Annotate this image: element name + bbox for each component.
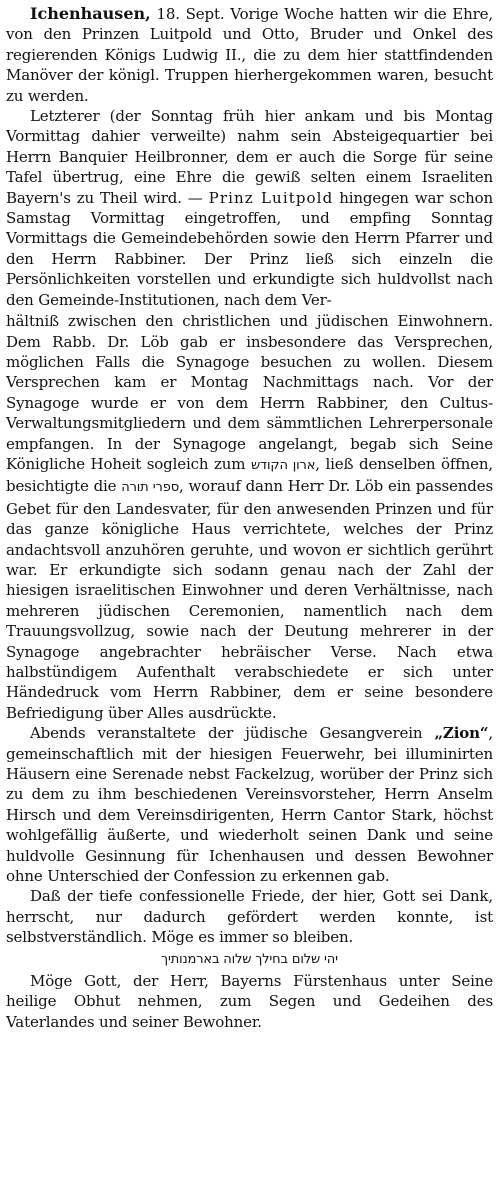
paragraph-princes-visit bbox=[6, 106, 493, 310]
zion-choir-name: „Zion“ bbox=[434, 724, 489, 743]
synagoge-text-part-1: hältniß zwischen den christlichen und jüdischen Einwohnern. Dem Rabb. Dr. Löb gab er insbesondere das Versprechen, möglichen Falls die Synagoge besuchen zu wollen. Diesem Versprechen kam er Montag Nachmittags nach. Vor der Synagoge wurde er von dem Herrn Rabbiner, den Cultus-Verwaltungsmitgliedern und dem sämmtlichen Lehrerpersonale empfangen. In der Synagoge angelangt, begab sich Seine Königliche Hoheit sogleich zum bbox=[6, 312, 493, 473]
dateline-date: 18. Sept. bbox=[150, 5, 225, 23]
peace-text: Daß der tiefe confessionelle Friede, der hier, Gott sei Dank, herrscht, nur dadurch gefördert werden konnte, ist selbstverständlich. Möge es immer so bleiben. bbox=[6, 887, 493, 947]
hebrew-blessing-line: יהי שלום בחילך שלוה בארמנותיך bbox=[161, 951, 338, 967]
paragraph-peace bbox=[6, 886, 493, 947]
paragraph-closing-blessing bbox=[6, 971, 493, 1032]
synagoge-text-part-3: , worauf dann Herr Dr. Löb ein passendes Gebet für den Landesvater, für den anwesenden Prinzen und für das ganze königliche Haus verrichtete, welches der Prinz andachtsvoll anzuhören geruhte, und wovon er sichtlich gerührt war. Er erkundigte sich sodann genau nach der Zahl der hiesigen israelitischen Einwohner und deren Verhältnisse, nach mehreren jüdischen Ceremonien, namentlich nach dem Trauungsvollzug, sowie nach der Deutung mehrerer in der Synagoge angebrachter hebräischer Verse. Nach etwa halbstündigem Aufenthalt verabschiedete er sich unter Händedruck vom Herrn Rabbiner, dem er seine besondere Befriedigung über Alles ausdrückte. bbox=[6, 477, 494, 722]
prince-luitpold-name: Prinz Luitpold bbox=[208, 188, 334, 207]
opening-text: Vorige Woche hatten wir die Ehre, von den Prinzen Luitpold und Otto, Bruder und Onkel des regierenden Königs Ludwig II., die zu dem hier stattfindenden Manöver der königl. Truppen hierhergekommen waren, besucht zu werden. bbox=[6, 5, 493, 105]
synagoge-text-part-2: , ließ denselben öffnen, besichtigte die bbox=[6, 454, 493, 496]
paragraph-serenade bbox=[6, 723, 493, 886]
paragraph-synagoge-visit bbox=[6, 311, 493, 723]
serenade-text-part-2: , gemeinschaftlich mit der hiesigen Feuerwehr, bei illuminirten Häusern eine Serenade nebst Fackelzug, worüber der Prinz sich zu dem zu ihm beschiedenen Vereinsvorsteher, Herrn Anselm Hirsch und dem Vereinsdirigenten, Herrn Cantor Stark, höchst wohlgefällig äußerte, und wiederholt seinen Dank und seine huldvolle Gesinnung für Ichenhausen und dessen Bewohner ohne Unterschied der Confession zu erkennen gab. bbox=[6, 724, 493, 886]
closing-text: Möge Gott, der Herr, Bayerns Fürstenhaus unter Seine heilige Obhut nehmen, zum Segen und Gedeihen des Vaterlandes und seiner Bewohner. bbox=[6, 971, 493, 1031]
paragraph-opening bbox=[6, 4, 493, 106]
dateline-place: Ichenhausen, bbox=[30, 4, 151, 23]
hebrew-sifrei-torah: ספרי תורה bbox=[121, 480, 179, 496]
visit-text-part-2: hingegen war schon Samstag Vormittag eingetroffen, und empfing Sonntag Vormittags die Gemeindebehörden sowie den Herrn Pfarrer und den Herrn Rabbiner. Der Prinz ließ sich einzeln die Persönlichkeiten vorstellen und erkundigte sich huldvollst nach den Gemeinde-Institutionen, nach dem Ver- bbox=[6, 188, 493, 309]
serenade-text-part-1: Abends veranstaltete der jüdische Gesangverein bbox=[30, 724, 435, 743]
hebrew-aron-hakodesh: ארון הקודש bbox=[250, 457, 316, 473]
visit-text-part-1: Letzterer (der Sonntag früh hier ankam und bis Montag Vormittag dahier verweilte) nahm sein Absteigequartier bei Herrn Banquier Heilbronner, dem er auch die Sorge für seine Tafel übertrug, eine Ehre die gewiß selten einem Israeliten Bayern's zu Theil wird. — bbox=[6, 107, 493, 207]
